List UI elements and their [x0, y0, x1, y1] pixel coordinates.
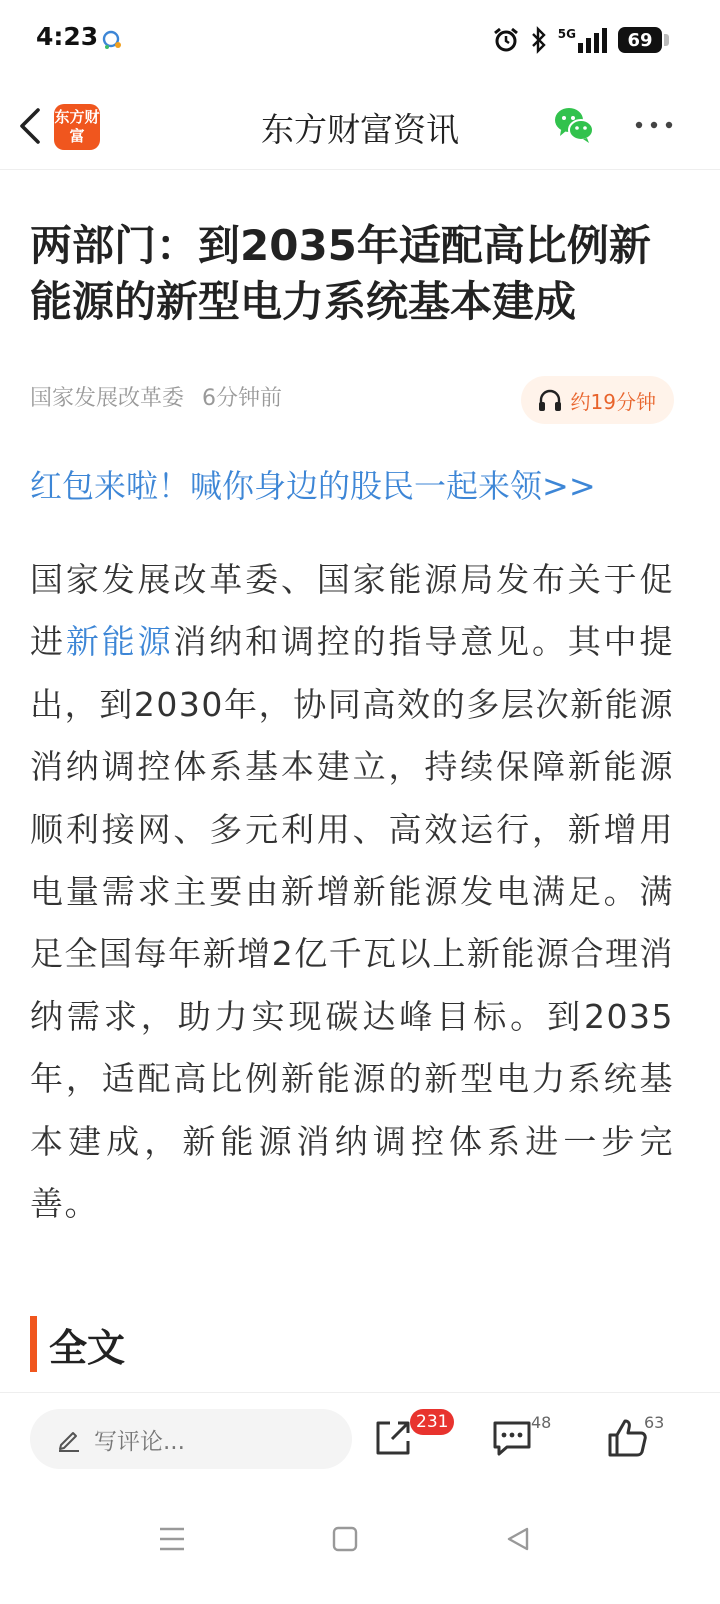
home-icon[interactable]: [332, 1526, 358, 1552]
battery-indicator: [618, 27, 662, 53]
keyword-link[interactable]: 新能源: [65, 622, 174, 662]
body-text-rest: 消纳和调控的指导意见。其中提出，到2030年，协同高效的多层次新能源消纳调控体系基本建立，持续保障新能源顺利接网、多元利用、高效运行，新增用电量需求主要由新增新能源发电满足。满足全国每年新增2亿千瓦以上新能源合理消纳需求，助力实现碳达峰目标。到2035年，适配高比例新能源的新型电力系统基本建成，新能源消纳调控体系进一步完善。: [30, 622, 675, 1224]
menu-icon[interactable]: [158, 1526, 186, 1552]
bottom-toolbar: [0, 1392, 720, 1486]
back-icon[interactable]: [16, 104, 44, 148]
back-nav-icon[interactable]: [505, 1526, 531, 1552]
alarm-icon: [492, 26, 520, 54]
article-meta: [30, 381, 282, 412]
battery-cap: [664, 34, 669, 46]
headphones-icon: [537, 387, 563, 413]
more-icon[interactable]: [634, 118, 674, 132]
comment-icon[interactable]: [489, 1415, 535, 1461]
app-logo: [54, 104, 100, 150]
system-navigation-bar: [0, 1486, 720, 1604]
pencil-icon: [56, 1426, 82, 1452]
battery-level: 69: [627, 29, 653, 51]
article-source[interactable]: 国家发展改革委: [30, 386, 185, 411]
comment-input[interactable]: [30, 1409, 352, 1469]
body-text-start: 国家发展改革委、国家能源局发布关于促进: [30, 560, 674, 662]
like-count: 63: [644, 1413, 665, 1432]
article-title: 两部门：到2035年适配高比例新能源的新型电力系统基本建成: [30, 221, 651, 326]
status-bar: [0, 0, 720, 82]
status-time: 4:23: [36, 22, 99, 51]
weather-icon: [100, 28, 124, 52]
status-icons: [492, 24, 662, 56]
promo-link[interactable]: 红包来啦！喊你身边的股民一起来领>>: [30, 467, 596, 505]
app-logo-text: 东方财富: [54, 108, 100, 145]
listen-button[interactable]: [521, 376, 674, 424]
nav-bar: [0, 82, 720, 170]
comment-count: 48: [531, 1413, 552, 1432]
signal-icon: [576, 27, 608, 53]
section-accent-bar: [30, 1316, 37, 1372]
wechat-icon[interactable]: [553, 104, 595, 146]
listen-duration: 约19分钟: [570, 389, 656, 414]
comment-placeholder: 写评论...: [94, 1428, 185, 1455]
section-title: 全文: [49, 1325, 126, 1370]
article-body: [30, 549, 674, 1235]
page-title: 东方财富资讯: [261, 110, 459, 149]
network-type: 5G: [557, 27, 576, 41]
section-header: [30, 1316, 125, 1372]
bluetooth-icon: [530, 26, 548, 54]
article-time: 6分钟前: [202, 386, 283, 411]
share-count-badge: 231: [410, 1409, 454, 1435]
